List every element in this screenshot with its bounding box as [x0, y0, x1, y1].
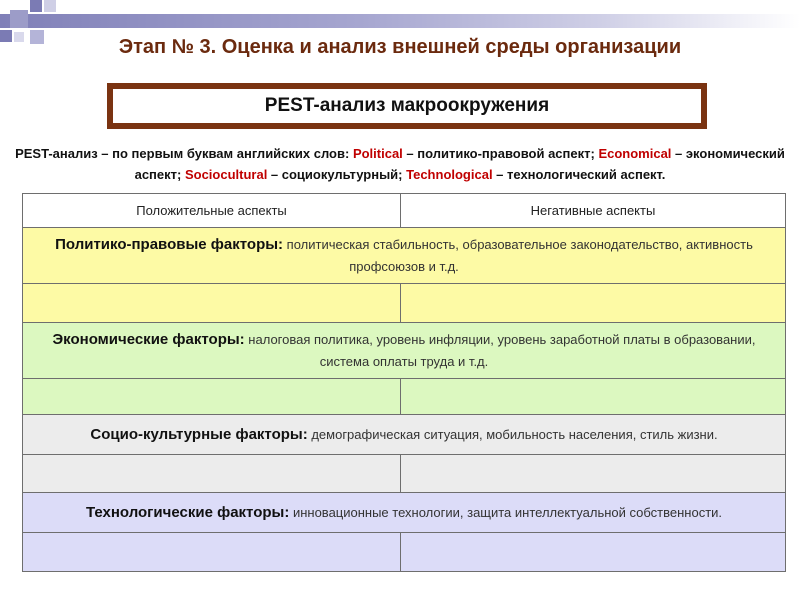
factor-row-sociocultural: [23, 415, 786, 455]
factor-description: демографическая ситуация, мобильность населения, стиль жизни.: [307, 426, 718, 442]
intro-prefix: PEST-анализ – по первым буквам английских слов:: [15, 146, 353, 161]
intro-text: [14, 143, 786, 185]
factor-cell: [23, 415, 786, 455]
section-banner: [107, 83, 707, 129]
factor-name: Экономические факторы:: [52, 330, 245, 348]
factor-row-economic: [23, 323, 786, 379]
pest-table: [22, 193, 786, 572]
factor-name: Социо-культурные факторы:: [90, 425, 308, 443]
term-political-desc: – политико-правовой аспект;: [402, 146, 599, 161]
page-title: Этап № 3. Оценка и анализ внешней среды организации: [118, 36, 682, 58]
negative-cell-technological[interactable]: [401, 533, 786, 572]
factor-row-technological: [23, 493, 786, 533]
factor-cell: [23, 228, 786, 284]
negative-cell-sociocultural[interactable]: [401, 455, 786, 493]
term-economical: Economical: [598, 146, 672, 161]
header-negative: Негативные аспекты: [401, 194, 786, 228]
term-political: Political: [352, 146, 403, 161]
factor-cell: [23, 493, 786, 533]
term-technological-desc: – технологический аспект.: [492, 167, 666, 182]
term-economical-desc: – экономический аспект;: [134, 146, 785, 182]
factor-cell: [23, 323, 786, 379]
header-gradient-bar: [0, 14, 800, 28]
table-header-row: [23, 194, 786, 228]
decorative-square: [10, 10, 28, 28]
decorative-square: [30, 0, 42, 12]
positive-cell-economic[interactable]: [23, 379, 401, 415]
header-positive: Положительные аспекты: [23, 194, 401, 228]
positive-cell-sociocultural[interactable]: [23, 455, 401, 493]
factor-description: политическая стабильность, образовательное законодательство, активность профсоюзов и т.д.: [283, 236, 753, 274]
term-sociocultural: Sociocultural: [184, 167, 268, 182]
term-technological: Technological: [406, 167, 493, 182]
table-row: [23, 455, 786, 493]
positive-cell-political[interactable]: [23, 284, 401, 323]
negative-cell-political[interactable]: [401, 284, 786, 323]
factor-description: инновационные технологии, защита интеллектуальной собственности.: [289, 504, 723, 520]
term-sociocultural-desc: – социокультурный;: [267, 167, 407, 182]
positive-cell-technological[interactable]: [23, 533, 401, 572]
factor-row-political: [23, 228, 786, 284]
table-row: [23, 533, 786, 572]
factor-name: Политико-правовые факторы:: [55, 235, 284, 253]
factor-name: Технологические факторы:: [85, 503, 290, 521]
banner-title: PEST-анализ макроокружения: [113, 89, 701, 123]
table-row: [23, 284, 786, 323]
factor-description: налоговая политика, уровень инфляции, уровень заработной платы в образовании, система оплаты труда и т.д.: [244, 331, 756, 369]
decorative-square: [44, 0, 56, 12]
negative-cell-economic[interactable]: [401, 379, 786, 415]
table-row: [23, 379, 786, 415]
